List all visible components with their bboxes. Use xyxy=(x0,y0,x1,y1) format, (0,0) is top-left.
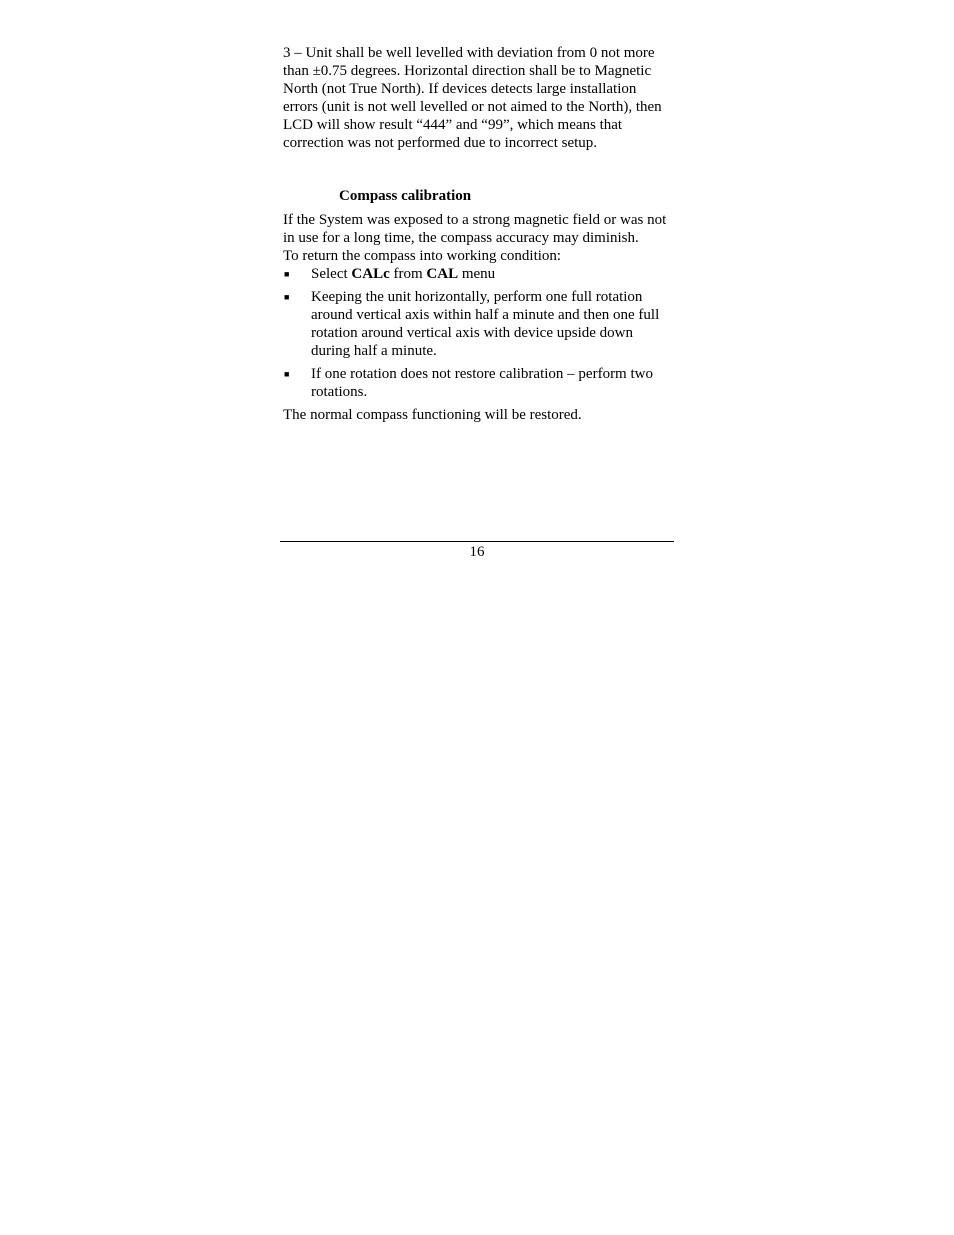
menu-item-name: CALc xyxy=(351,266,390,282)
bullet-prefix: Select xyxy=(311,266,352,282)
bullet-icon: ■ xyxy=(284,369,290,379)
bullet-suffix: menu xyxy=(458,266,496,282)
footer-divider xyxy=(280,541,674,542)
calibration-paragraph: If the System was exposed to a strong magnetic field or was not in use for a long time, the compass accuracy may diminish. xyxy=(283,212,667,246)
instructions-intro: To return the compass into working condition: xyxy=(283,248,562,264)
closing-paragraph: The normal compass functioning will be restored. xyxy=(283,407,582,423)
instruction-list xyxy=(283,265,675,401)
section-heading: Compass calibration xyxy=(339,188,472,204)
intro-paragraph: 3 – Unit shall be well levelled with deviation from 0 not more than ±0.75 degrees. Horizontal direction shall be to Magnetic North (not True North). If devices detects large installation errors (unit is not well levelled or not aimed to the North), then LCD will show result “444” and “99”, which means that correction was not performed due to incorrect setup. xyxy=(283,45,662,151)
bullet-middle: from xyxy=(389,266,427,282)
bullet-icon: ■ xyxy=(284,269,290,279)
list-item xyxy=(283,288,675,360)
page-content xyxy=(283,44,675,424)
bullet-text: If one rotation does not restore calibration – perform two rotations. xyxy=(311,366,653,400)
menu-name: CAL xyxy=(426,266,459,282)
bullet-icon: ■ xyxy=(284,292,290,302)
bullet-text: Keeping the unit horizontally, perform one full rotation around vertical axis within half a minute and then one full rotation around vertical axis with device upside down during half a minute. xyxy=(311,289,660,359)
page-number: 16 xyxy=(469,544,485,560)
list-item xyxy=(283,365,675,401)
list-item xyxy=(283,265,675,283)
